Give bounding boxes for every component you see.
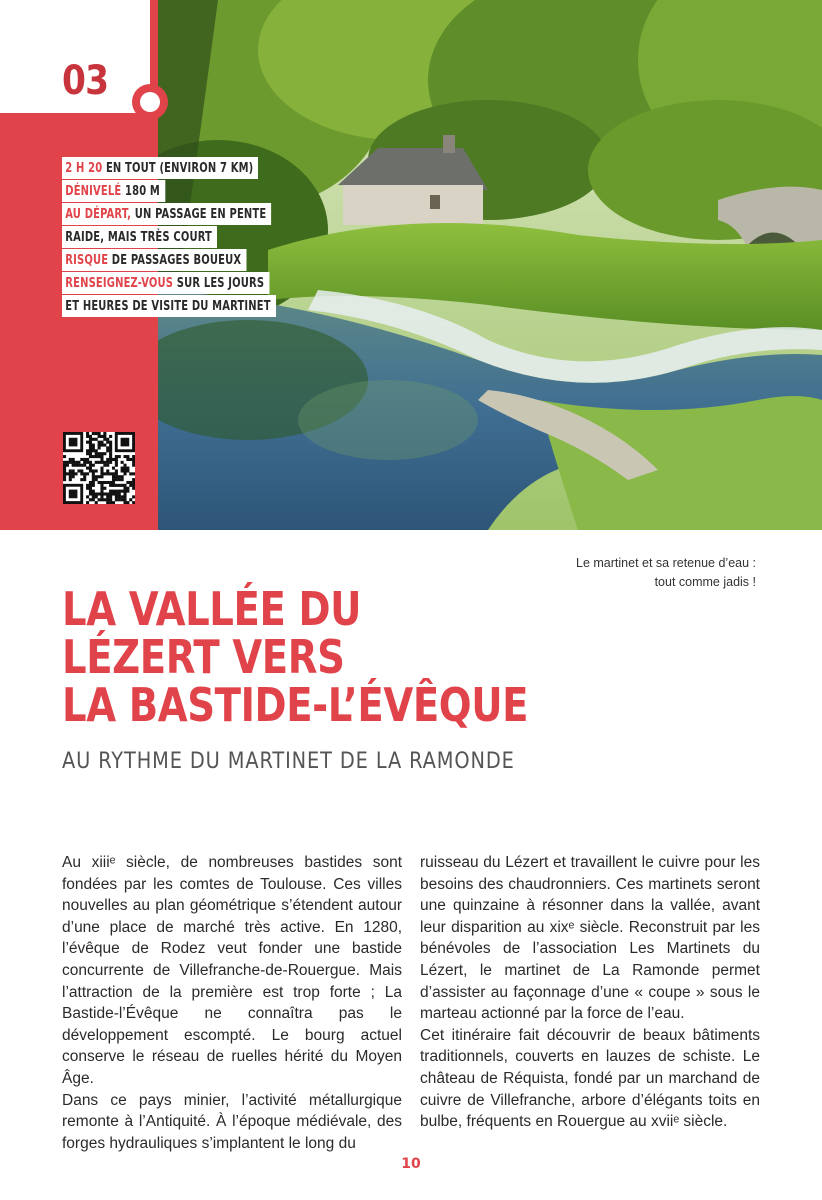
page-subtitle: AU RYTHME DU MARTINET DE LA RAMONDE (62, 749, 515, 774)
info-line-start: AU DÉPART, UN PASSAGE EN PENTE (62, 203, 271, 225)
title-line-3: LA BASTIDE-L’ÉVÊQUE (62, 678, 529, 732)
info-line-risk: RISQUE DE PASSAGES BOUEUX (62, 249, 246, 271)
body-column-left (62, 852, 402, 1154)
info-line-inquire-cont: ET HEURES DE VISITE DU MARTINET (62, 295, 276, 317)
paragraph: Au xiiiᵉ siècle, de nombreuses bastides sont fondées par les comtes de Toulouse. Ces villes nouvelles au plan géométrique s’étendent autour d’une place de marché très active. En 1280, l’évêque de Rodez veut fonder une bastide concurrente de Villefranche-de-Rouergue. Mais l’attraction de la première est trop forte ; La Bastide-l’Évêque ne connaîtra pas le développement escompté. Le bourg actuel conserve le réseau de ruelles hérité du Moyen Âge. (62, 854, 402, 1087)
info-line-elevation: DÉNIVELÉ 180 M (62, 180, 165, 202)
page-title (62, 582, 529, 732)
paragraph: ruisseau du Lézert et travaillent le cuivre pour les besoins des chaudronniers. Ces martinets seront une quinzaine à résonner dans la vallée, avant leur disparition au xixᵉ siècle. Reconstruit par les bénévoles de l’association Les Martinets du Lézert, le martinet de La Ramonde permet d’assister au façonnage d’une « coupe » sous le marteau actionné par la force de l’eau. (420, 854, 760, 1023)
paragraph: Cet itinéraire fait découvrir de beaux bâtiments traditionnels, couverts en lauzes de schiste. Le château de Réquista, fondé par un marchand de cuivre de Villefranche, arbore d’élégants toits en bulbe, fréquents en Rouergue au xviiᵉ siècle. (420, 1026, 760, 1131)
title-line-2: LÉZERT VERS (62, 630, 345, 684)
info-line-duration: 2 H 20 EN TOUT (ENVIRON 7 KM) (62, 157, 258, 179)
paragraph: Dans ce pays minier, l’activité métallurgique remonte à l’Antiquité. À l’époque médiévale, des forges hydrauliques s’implantent le long du (62, 1091, 402, 1152)
ring-marker-icon (132, 84, 168, 120)
info-line-start-cont: RAIDE, MAIS TRÈS COURT (62, 226, 217, 248)
title-line-1: LA VALLÉE DU (62, 582, 362, 636)
page-number: 10 (401, 1156, 421, 1172)
body-column-right (420, 852, 760, 1133)
photo-caption (576, 554, 756, 592)
caption-line-1: Le martinet et sa retenue d’eau : (576, 556, 756, 570)
info-line-inquire: RENSEIGNEZ-VOUS SUR LES JOURS (62, 272, 269, 294)
qr-code-icon[interactable] (63, 432, 135, 504)
caption-line-2: tout comme jadis ! (654, 575, 756, 589)
route-info-box (62, 157, 323, 318)
route-number: 03 (62, 58, 109, 104)
